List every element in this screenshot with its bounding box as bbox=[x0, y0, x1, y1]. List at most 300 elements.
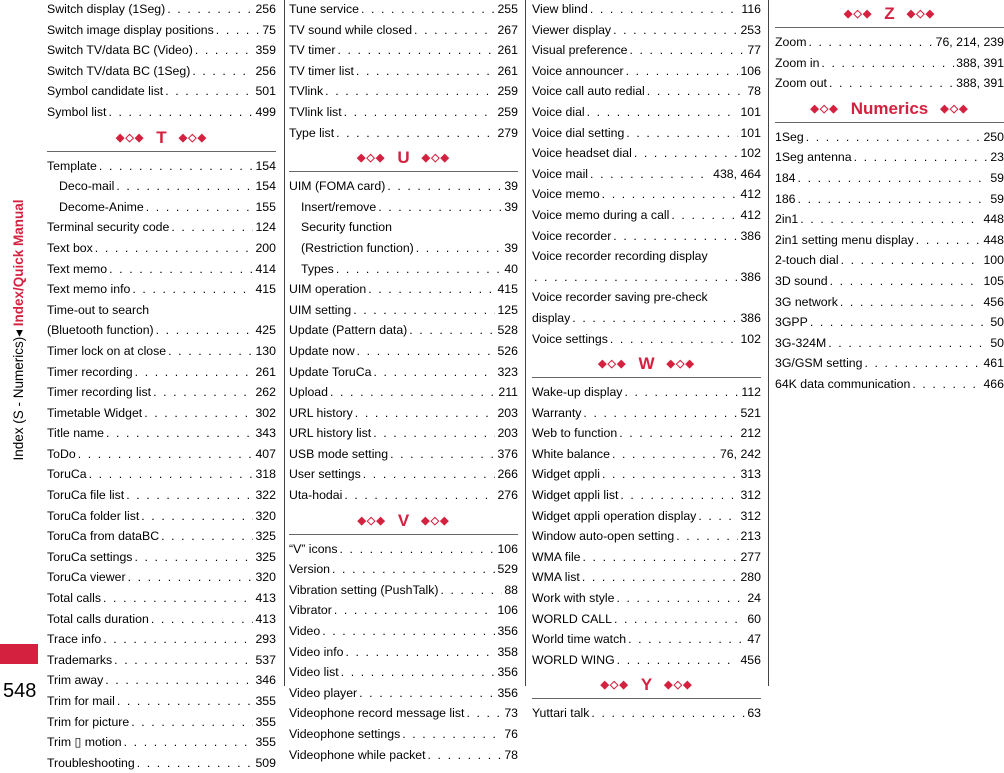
entry-term: Security function bbox=[301, 220, 392, 235]
dot-leader bbox=[617, 650, 739, 671]
dot-leader bbox=[95, 238, 254, 259]
dot-leader bbox=[353, 300, 495, 321]
entry-term: (Restriction function) bbox=[301, 240, 414, 255]
entry-term: World time watch bbox=[532, 632, 627, 647]
entry-page: 356 bbox=[497, 685, 518, 700]
dot-leader bbox=[916, 230, 982, 251]
entry-term: 2in1 bbox=[775, 212, 799, 227]
entry-page: 312 bbox=[740, 508, 761, 523]
entry-term: Trademarks bbox=[47, 652, 113, 667]
ornament-left-icon: ◆◇◆ bbox=[810, 102, 839, 115]
index-entry bbox=[289, 444, 518, 465]
entry-page: 359 bbox=[255, 43, 276, 58]
entry-term: “V” icons bbox=[289, 541, 338, 556]
index-entry bbox=[47, 650, 276, 671]
index-entry bbox=[47, 670, 276, 691]
entry-term: Types bbox=[301, 261, 334, 276]
entry-page: 112 bbox=[741, 385, 761, 400]
entry-page: 407 bbox=[255, 446, 276, 461]
ornament-right-icon: ◆◇◆ bbox=[664, 679, 693, 692]
index-entry bbox=[289, 580, 518, 601]
entry-term: 2in1 setting menu display bbox=[775, 232, 914, 247]
dot-leader bbox=[357, 341, 496, 362]
index-entry bbox=[47, 362, 276, 383]
index-entry bbox=[532, 506, 761, 527]
section-header bbox=[47, 127, 276, 152]
dot-leader bbox=[806, 127, 982, 148]
entry-page: 312 bbox=[740, 488, 761, 503]
entry-term: TV timer bbox=[289, 43, 336, 58]
index-entry bbox=[532, 102, 761, 123]
entry-page: 106 bbox=[497, 541, 518, 556]
index-entry bbox=[289, 279, 518, 300]
index-entry bbox=[289, 464, 518, 485]
entry-term: Text memo bbox=[47, 261, 108, 276]
side-tab-label bbox=[11, 199, 27, 460]
entry-term: ToruCa from dataBC bbox=[47, 529, 160, 544]
entry-page: 39 bbox=[504, 179, 518, 194]
ornament-left-icon: ◆◇◆ bbox=[357, 514, 386, 527]
entry-page: 255 bbox=[497, 2, 518, 16]
entry-page: 39 bbox=[504, 240, 518, 255]
column-divider bbox=[525, 0, 526, 686]
dot-leader bbox=[583, 547, 739, 568]
dot-leader bbox=[864, 353, 981, 374]
entry-page: 276 bbox=[497, 488, 518, 503]
side-tab-range: Index (S - Numerics) bbox=[11, 336, 26, 461]
page-number: 548 bbox=[3, 680, 37, 702]
index-entry bbox=[289, 683, 518, 704]
entry-page: 501 bbox=[255, 84, 276, 99]
dot-leader bbox=[841, 250, 982, 271]
dot-leader bbox=[322, 621, 495, 642]
section-letter: Z bbox=[884, 4, 895, 23]
index-entry bbox=[532, 0, 761, 20]
index-entry bbox=[289, 745, 518, 766]
entry-term: URL history bbox=[289, 405, 353, 420]
entry-term: TVlink list bbox=[289, 104, 342, 119]
entry-term: Insert/remove bbox=[301, 199, 377, 214]
index-entry bbox=[775, 333, 1004, 354]
index-entry bbox=[47, 156, 276, 177]
index-entry bbox=[532, 164, 761, 185]
dot-leader bbox=[344, 102, 496, 123]
dot-leader bbox=[409, 320, 495, 341]
index-entry bbox=[47, 609, 276, 630]
entry-page: 499 bbox=[255, 104, 276, 119]
entry-page: 343 bbox=[255, 426, 276, 441]
dot-leader bbox=[414, 20, 495, 41]
index-entry bbox=[289, 539, 518, 560]
index-entry bbox=[47, 197, 276, 218]
index-entry bbox=[47, 176, 276, 197]
entry-term: TV sound while closed bbox=[289, 22, 413, 37]
dot-leader bbox=[126, 485, 253, 506]
entry-term: display bbox=[532, 310, 571, 325]
dot-leader bbox=[134, 547, 253, 568]
index-entry bbox=[289, 40, 518, 61]
dot-leader bbox=[840, 292, 982, 313]
entry-page: 266 bbox=[497, 467, 518, 482]
index-entry bbox=[289, 423, 518, 444]
entry-page: 320 bbox=[255, 570, 276, 585]
index-entry bbox=[47, 40, 276, 61]
entry-term: UIM setting bbox=[289, 302, 352, 317]
dot-leader bbox=[829, 73, 954, 94]
entry-term: ToruCa viewer bbox=[47, 570, 126, 585]
entry-term: Voice memo during a call bbox=[532, 207, 670, 222]
entry-page: 388, 391 bbox=[956, 55, 1004, 70]
dot-leader bbox=[428, 745, 503, 766]
entry-page: 24 bbox=[747, 591, 761, 606]
index-entry bbox=[289, 259, 518, 280]
ornament-left-icon: ◆◇◆ bbox=[356, 152, 386, 165]
index-entry bbox=[47, 403, 276, 424]
entry-term: Trim for mail bbox=[47, 694, 115, 708]
index-entry bbox=[289, 300, 518, 321]
index-entry bbox=[47, 464, 276, 485]
index-entry bbox=[532, 547, 761, 568]
entry-term: 3GPP bbox=[775, 315, 808, 330]
dot-leader bbox=[109, 259, 253, 280]
index-entry bbox=[289, 724, 518, 745]
index-entry bbox=[289, 61, 518, 82]
index-entry bbox=[289, 600, 518, 621]
entry-term: 3G/GSM setting bbox=[775, 356, 863, 371]
ornament-right-icon: ◆◇◆ bbox=[421, 152, 451, 165]
index-entry bbox=[289, 703, 518, 724]
dot-leader bbox=[619, 423, 738, 444]
column-divider bbox=[768, 0, 769, 686]
entry-page: 386 bbox=[740, 228, 761, 243]
dot-leader bbox=[137, 753, 254, 773]
dot-leader bbox=[325, 81, 495, 102]
entry-page: 256 bbox=[255, 63, 276, 78]
entry-term: Widget αppli list bbox=[532, 488, 619, 503]
entry-page: 101 bbox=[740, 104, 761, 119]
entry-term: Symbol list bbox=[47, 104, 107, 119]
entry-page: 250 bbox=[983, 129, 1004, 144]
side-tab bbox=[0, 0, 38, 704]
index-entry bbox=[289, 341, 518, 362]
index-entry bbox=[47, 712, 276, 733]
dot-leader bbox=[373, 423, 495, 444]
entry-page: 302 bbox=[255, 405, 276, 420]
index-entry bbox=[289, 382, 518, 403]
dot-leader bbox=[591, 703, 745, 724]
section-letter: Y bbox=[640, 675, 653, 695]
dot-leader bbox=[602, 184, 739, 205]
entry-page: 102 bbox=[740, 331, 761, 346]
entry-page: 154 bbox=[255, 179, 276, 194]
section-header bbox=[532, 353, 761, 378]
entry-page: 76, 242 bbox=[719, 446, 761, 461]
entry-term: Switch TV/data BC (1Seg) bbox=[47, 63, 191, 78]
dot-leader bbox=[156, 320, 254, 341]
side-tab-arrow: ◂ bbox=[11, 329, 26, 337]
dot-leader bbox=[582, 567, 739, 588]
entry-page: 438, 464 bbox=[713, 166, 761, 181]
entry-page: 262 bbox=[255, 385, 276, 400]
entry-page: 253 bbox=[740, 22, 761, 37]
index-entry bbox=[289, 403, 518, 424]
entry-term: Voice recorder saving pre-check bbox=[532, 290, 708, 305]
dot-leader bbox=[168, 341, 253, 362]
entry-page: 59 bbox=[990, 191, 1004, 206]
index-entry bbox=[289, 0, 518, 20]
dot-leader bbox=[135, 362, 254, 383]
entry-page: 323 bbox=[497, 364, 518, 379]
entry-page: 78 bbox=[504, 747, 518, 762]
index-entry bbox=[289, 642, 518, 663]
dot-leader bbox=[128, 567, 254, 588]
index-entry bbox=[532, 81, 761, 102]
index-entry bbox=[47, 20, 276, 41]
ornament-right-icon: ◆◇◆ bbox=[666, 358, 695, 371]
index-entry bbox=[47, 61, 276, 82]
index-entry bbox=[289, 238, 518, 259]
section-letter: U bbox=[397, 148, 410, 168]
entry-term: Deco-mail bbox=[59, 179, 115, 194]
entry-term: Voice call auto redial bbox=[532, 84, 645, 99]
dot-leader bbox=[629, 40, 745, 61]
index-entry bbox=[47, 691, 276, 712]
entry-page: 415 bbox=[255, 282, 276, 297]
entry-term: Tune service bbox=[289, 2, 359, 16]
index-entry bbox=[289, 662, 518, 683]
index-entry bbox=[532, 403, 761, 424]
index-entry bbox=[289, 320, 518, 341]
entry-term: Voice announcer bbox=[532, 63, 624, 78]
dot-leader bbox=[141, 506, 253, 527]
entry-page: 77 bbox=[747, 43, 761, 58]
index-entry bbox=[532, 287, 761, 308]
dot-leader bbox=[345, 642, 495, 663]
entry-page: 456 bbox=[740, 652, 761, 667]
entry-term: User settings bbox=[289, 467, 361, 482]
index-entry bbox=[532, 588, 761, 609]
index-entry bbox=[47, 588, 276, 609]
entry-page: 124 bbox=[255, 220, 276, 235]
dot-leader bbox=[330, 382, 496, 403]
entry-page: 448 bbox=[983, 232, 1004, 247]
entry-term: ToruCa settings bbox=[47, 549, 133, 564]
dot-leader bbox=[363, 464, 496, 485]
entry-term: ToruCa file list bbox=[47, 488, 125, 503]
entry-page: 76 bbox=[504, 727, 518, 741]
ornament-right-icon: ◆◇◆ bbox=[940, 102, 969, 115]
dot-leader bbox=[828, 333, 988, 354]
entry-page: 40 bbox=[504, 261, 518, 276]
dot-leader bbox=[132, 279, 253, 300]
entry-term: Switch TV/data BC (Video) bbox=[47, 43, 193, 58]
dot-leader bbox=[534, 267, 738, 288]
entry-term: Type list bbox=[289, 125, 335, 140]
entry-term: 184 bbox=[775, 170, 796, 185]
entry-page: 279 bbox=[497, 125, 518, 140]
entry-term: Update (Pattern data) bbox=[289, 323, 408, 338]
dot-leader bbox=[374, 362, 496, 383]
entry-term: Voice dial bbox=[532, 104, 585, 119]
entry-page: 105 bbox=[983, 273, 1004, 288]
entry-page: 318 bbox=[255, 467, 276, 482]
entry-term: Video player bbox=[289, 685, 358, 700]
index-entry bbox=[775, 374, 1004, 395]
index-entry bbox=[47, 279, 276, 300]
entry-term: 2-touch dial bbox=[775, 253, 839, 268]
entry-page: 78 bbox=[747, 84, 761, 99]
index-entry bbox=[775, 230, 1004, 251]
dot-leader bbox=[440, 580, 502, 601]
entry-page: 355 bbox=[255, 735, 276, 750]
entry-term: Update ToruCa bbox=[289, 364, 372, 379]
dot-leader bbox=[78, 444, 254, 465]
entry-term: Trace info bbox=[47, 632, 102, 647]
index-entry bbox=[532, 567, 761, 588]
entry-page: 212 bbox=[740, 426, 761, 441]
entry-term: Zoom out bbox=[775, 76, 827, 91]
entry-term: Video list bbox=[289, 665, 339, 680]
dot-leader bbox=[612, 444, 718, 465]
index-entry bbox=[532, 423, 761, 444]
entry-term: ToDo bbox=[47, 446, 76, 461]
section-letter: Numerics bbox=[850, 98, 929, 118]
entry-term: Videophone record message list bbox=[289, 706, 465, 721]
entry-term: WMA list bbox=[532, 570, 580, 585]
entry-page: 425 bbox=[255, 323, 276, 338]
entry-page: 413 bbox=[255, 591, 276, 606]
dot-leader bbox=[336, 259, 503, 280]
entry-page: 203 bbox=[497, 426, 518, 441]
entry-page: 267 bbox=[497, 22, 518, 37]
dot-leader bbox=[798, 189, 989, 210]
dot-leader bbox=[912, 374, 981, 395]
index-entry bbox=[775, 127, 1004, 148]
index-column-2 bbox=[289, 0, 518, 765]
entry-term: WORLD WING bbox=[532, 652, 615, 667]
index-entry bbox=[47, 238, 276, 259]
dot-leader bbox=[583, 403, 738, 424]
entry-term: TVlink bbox=[289, 84, 324, 99]
entry-term: Zoom in bbox=[775, 55, 820, 70]
entry-page: 39 bbox=[504, 199, 518, 214]
dot-leader bbox=[616, 588, 745, 609]
ornament-right-icon: ◆◇◆ bbox=[178, 131, 208, 144]
entry-term: Time-out to search bbox=[47, 302, 150, 317]
dot-leader bbox=[798, 168, 989, 189]
entry-page: 412 bbox=[740, 207, 761, 222]
dot-leader bbox=[116, 176, 253, 197]
side-tab-section: Index/Quick Manual bbox=[11, 199, 26, 327]
section-header bbox=[775, 98, 1004, 123]
dot-leader bbox=[355, 403, 496, 424]
entry-term: Voice memo bbox=[532, 187, 600, 202]
entry-page: 211 bbox=[498, 385, 518, 400]
dot-leader bbox=[332, 559, 495, 580]
index-entry bbox=[47, 485, 276, 506]
ornament-left-icon: ◆◇◆ bbox=[600, 679, 629, 692]
entry-page: 200 bbox=[255, 240, 276, 255]
index-entry bbox=[47, 320, 276, 341]
index-entry bbox=[775, 73, 1004, 94]
entry-term: WMA file bbox=[532, 549, 581, 564]
index-entry bbox=[47, 547, 276, 568]
entry-page: 413 bbox=[255, 611, 276, 626]
index-entry bbox=[775, 168, 1004, 189]
index-entry bbox=[532, 226, 761, 247]
dot-leader bbox=[105, 670, 253, 691]
index-entry bbox=[532, 143, 761, 164]
index-entry bbox=[775, 312, 1004, 333]
side-tab-marker bbox=[0, 644, 38, 664]
entry-term: Upload bbox=[289, 385, 328, 400]
entry-page: 23 bbox=[990, 150, 1004, 165]
entry-page: 203 bbox=[497, 405, 518, 420]
entry-term: 1Seg antenna bbox=[775, 150, 852, 165]
entry-page: 388, 391 bbox=[956, 76, 1004, 91]
dot-leader bbox=[590, 0, 740, 20]
entry-term: Trim away bbox=[47, 673, 104, 688]
entry-term: Total calls duration bbox=[47, 611, 149, 626]
index-entry bbox=[289, 81, 518, 102]
index-entry bbox=[289, 176, 518, 197]
entry-page: 325 bbox=[255, 529, 276, 544]
section-letter: V bbox=[397, 510, 410, 530]
entry-page: 325 bbox=[255, 549, 276, 564]
entry-page: 466 bbox=[983, 376, 1004, 391]
dot-leader bbox=[103, 588, 253, 609]
index-entry bbox=[289, 485, 518, 506]
entry-term: Timer recording bbox=[47, 364, 133, 379]
dot-leader bbox=[106, 423, 254, 444]
index-entry bbox=[289, 621, 518, 642]
entry-page: 106 bbox=[740, 63, 761, 78]
dot-leader bbox=[590, 164, 711, 185]
index-column-4 bbox=[775, 0, 1004, 395]
entry-page: 154 bbox=[255, 158, 276, 173]
entry-term: Switch display (1Seg) bbox=[47, 2, 166, 16]
entry-page: 256 bbox=[255, 2, 276, 16]
index-entry bbox=[532, 444, 761, 465]
entry-term: Troubleshooting bbox=[47, 755, 135, 770]
entry-term: Voice recorder recording display bbox=[532, 249, 708, 264]
dot-leader bbox=[89, 464, 254, 485]
dot-leader bbox=[466, 703, 502, 724]
dot-leader bbox=[361, 0, 496, 20]
entry-term: 3G network bbox=[775, 294, 838, 309]
dot-leader bbox=[144, 403, 253, 424]
entry-page: 47 bbox=[747, 632, 761, 647]
index-entry bbox=[47, 506, 276, 527]
entry-page: 261 bbox=[497, 63, 518, 78]
index-entry bbox=[47, 81, 276, 102]
entry-page: 76, 214, 239 bbox=[935, 35, 1004, 49]
dot-leader bbox=[151, 609, 254, 630]
dot-leader bbox=[626, 61, 739, 82]
index-entry bbox=[532, 246, 761, 267]
index-entry bbox=[532, 382, 761, 403]
entry-page: 213 bbox=[740, 529, 761, 544]
dot-leader bbox=[628, 629, 745, 650]
entry-page: 456 bbox=[983, 294, 1004, 309]
index-entry bbox=[47, 382, 276, 403]
index-entry bbox=[47, 341, 276, 362]
ornament-left-icon: ◆◇◆ bbox=[843, 8, 873, 20]
entry-term: Wake-up display bbox=[532, 385, 623, 400]
dot-leader bbox=[103, 629, 253, 650]
dot-leader bbox=[676, 526, 738, 547]
entry-term: Vibration setting (PushTalk) bbox=[289, 582, 439, 597]
